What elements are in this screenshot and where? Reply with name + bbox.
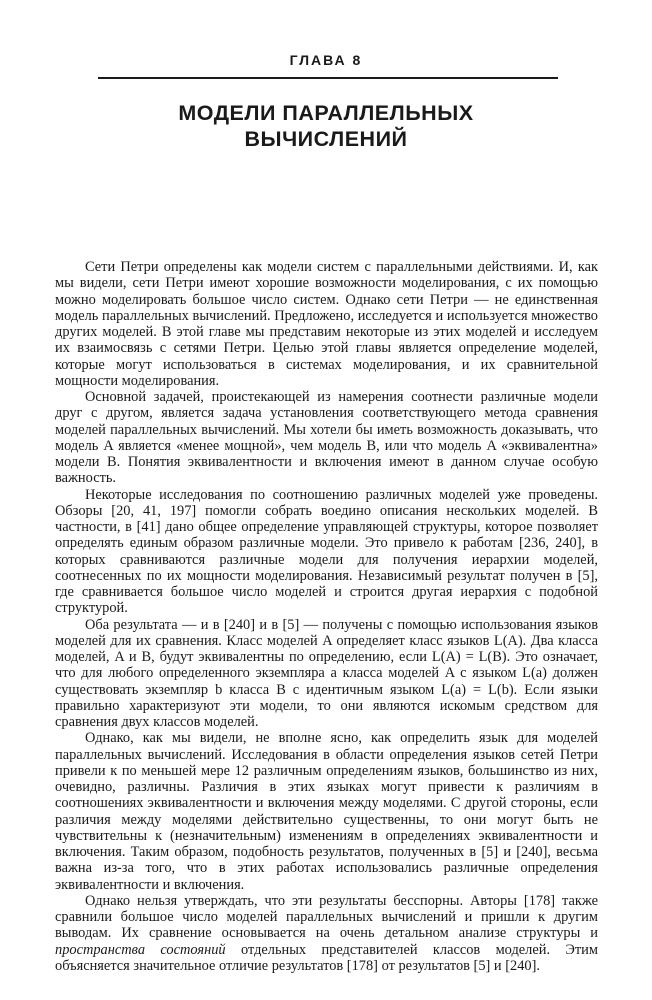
chapter-rule xyxy=(98,77,558,79)
paragraph-2: Основной задачей, проистекающей из намерения соотнести различные модели друг с другом, является задача установления соответствующего метода сравнения моделей параллельных вычислений. Мы хотели бы иметь возможность доказывать, что модель A является «менее мощной», чем модель B, или что модель A «эквивалентна» модели B. Понятия эквивалентности и включения имеют в данном случае особую важность. xyxy=(55,389,598,487)
paragraph-3: Некоторые исследования по соотношению различных моделей уже проведены. Обзоры [20, 41, 197] помогли собрать воедино описания нескольких моделей. В частности, в [41] дано общее определение управляющей структуры, которое позволяет определять единым образом различные модели. Это привело к работам [236, 240], в которых сравниваются различные модели для получения иерархии моделей, соотнесенных по их мощности моделирования. Независимый результат получен в [5], где сравнивается большое число моделей и строится другая иерархия с подобной структурой. xyxy=(55,486,598,617)
paragraph-5: Однако, как мы видели, не вполне ясно, как определить язык для моделей параллельных вычислений. Исследования в области определения языков сетей Петри привели к по меньшей мере 12 различным определениям языков, большинство из них, очевидно, различны. Различия в этих языках могут привести к различиям в соотношениях эквивалентности и включения между моделями. С другой стороны, если различия между моделями действительно существенны, то они могут быть не чувствительны к (незначительным) изменениям в определениях эквивалентности и включения. Таким образом, подобность результатов, полученных в [5] и [240], весьма важна из-за того, что в этих работах использовались различные определения эквивалентности и включения. xyxy=(55,730,598,893)
body-text xyxy=(55,259,598,974)
chapter-label: ГЛАВА 8 xyxy=(289,52,363,68)
paragraph-6: Однако нельзя утверждать, что эти результаты бесспорны. Авторы [178] также сравнили большое число моделей параллельных вычислений и пришли к другим выводам. Их сравнение основывается на очень детальном анализе структуры и пространства состояний отдельных представителей классов моделей. Этим объясняется значительное отличие результатов [178] от результатов [5] и [240]. xyxy=(55,892,598,974)
paragraph-4: Оба результата — и в [240] и в [5] — получены с помощью использования языков моделей для их сравнения. Класс моделей A определяет класс языков L(A). Два класса моделей, A и B, будут эквивалентны по определению, если L(A) = L(B). Это означает, что для любого определенного экземпляра a класса моделей A с языком L(a) должен существовать экземпляр b класса B с идентичным языком L(a) = L(b). Если языки правильно характеризуют эти модели, то они являются искомым средством для сравнения двух классов моделей. xyxy=(55,616,598,730)
chapter-title-line-1: МОДЕЛИ ПАРАЛЛЕЛЬНЫХ xyxy=(178,101,474,125)
italic-phrase: пространства состояний xyxy=(55,941,226,958)
paragraph-1: Сети Петри определены как модели систем с параллельными действиями. И, как мы видели, сети Петри имеют хорошие возможности моделирования, с их помощью можно моделировать большое число систем. Однако сети Петри — не единственная модель параллельных вычислений. Предложено, исследуется и используется множество других моделей. В этой главе мы представим некоторые из этих моделей и исследуем их взаимосвязь с сетями Петри. Целью этой главы является определение моделей, которые могут использоваться в системах моделирования, и их сравнительной мощности моделирования. xyxy=(55,259,598,389)
chapter-title xyxy=(0,100,652,152)
chapter-title-line-2: ВЫЧИСЛЕНИЙ xyxy=(244,127,408,151)
